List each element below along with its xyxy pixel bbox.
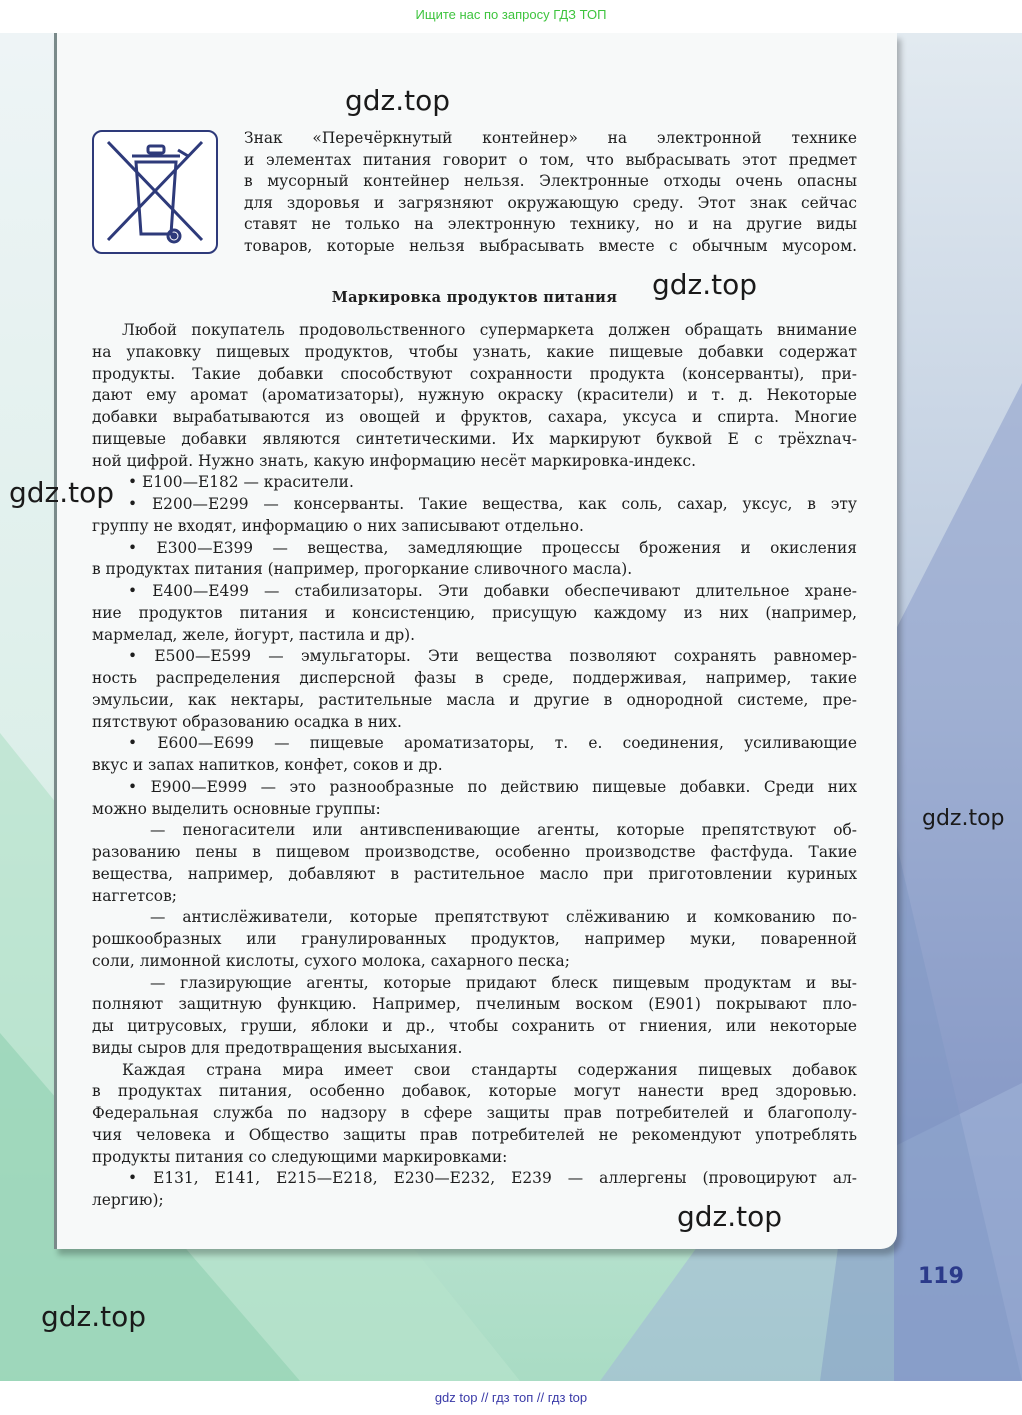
- watermark: gdz.top: [9, 476, 115, 509]
- list-item: • E131, E141, E215—E218, E230—E232, E239 — аллергены (провоцируют ал-: [128, 1169, 857, 1188]
- body-line: можно выделить основные группы:: [92, 799, 381, 818]
- body-line: чия человека и Общество защиты прав потребителей не рекомендуют употреблять: [92, 1125, 857, 1144]
- body-line: дают ему аромат (ароматизаторы), нужную окраску (красители) и т. д. Некоторые: [92, 386, 857, 405]
- intro-line: для здоровья и загрязняют окружающую среду. Этот знак сейчас: [244, 193, 857, 212]
- body-line: ной цифрой. Нужно знать, какую информацию несёт маркировка-индекс.: [92, 451, 697, 470]
- body-line: рошкообразных или гранулированных продуктов, например муки, поваренной: [92, 930, 857, 948]
- body-line: в продуктах питания, особенно добавок, которые могут нанести вред здоровью.: [92, 1082, 857, 1101]
- body-line: эмульсии, как нектары, растительные масла и другие в однородной системе, пре-: [92, 690, 857, 709]
- body-text: [92, 320, 857, 1212]
- body-line: лергию);: [92, 1191, 164, 1209]
- body-line: мармелад, желе, йогурт, пастила и др).: [92, 625, 416, 644]
- watermark: gdz.top: [652, 268, 758, 301]
- body-line: разованию пены в пищевом производстве, особенно производстве фастфуда. Такие: [92, 843, 857, 861]
- crossed-out-bin-icon: [94, 132, 216, 252]
- watermark: gdz.top: [345, 84, 451, 117]
- body-line: ды цитрусовых, груши, яблоки и др., чтобы сохранить от гниения, или некоторые: [92, 1017, 857, 1035]
- body-line: группу не входят, информацию о них записывают отдельно.: [92, 516, 584, 535]
- list-item: • E600—E699 — пищевые ароматизаторы, т. е. соединения, усиливающие: [128, 734, 857, 753]
- sub-item: — глазирующие агенты, которые придают блеск пищевым продуктам и вы-: [150, 973, 857, 992]
- watermark: gdz.top: [922, 806, 1005, 831]
- body-line: в продуктах питания (например, прогоркание сливочного масла).: [92, 560, 633, 579]
- body-line: пятствуют образованию осадка в них.: [92, 712, 402, 731]
- list-item: • E100—E182 — красители.: [128, 473, 354, 492]
- list-item: • E400—E499 — стабилизаторы. Эти добавки обеспечивают длительное хране-: [128, 582, 857, 600]
- body-line: полняют защитную функцию. Например, пчелиным воском (E901) покрывают пло-: [92, 995, 857, 1014]
- list-item: • E300—E399 — вещества, замедляющие процессы брожения и окисления: [128, 538, 857, 557]
- intro-line: в мусорный контейнер нельзя. Электронные отходы очень опасны: [244, 172, 857, 191]
- list-item: • E200—E299 — консерванты. Такие вещества, как соль, сахар, уксус, в эту: [128, 495, 857, 513]
- watermark: gdz.top: [41, 1300, 147, 1333]
- body-line: Федеральная служба по надзору в сфере защиты прав потребителей и благополу-: [92, 1104, 857, 1122]
- body-line: вкус и запах напитков, конфет, соков и др.: [92, 756, 443, 774]
- top-banner[interactable]: Ищите нас по запросу ГДЗ ТОП: [415, 7, 607, 22]
- sub-item: — антислёживатели, которые препятствуют слёживанию и комкованию по-: [150, 908, 857, 927]
- body-line: вещества, например, добавляют в растительное масло при приготовлении куриных: [92, 864, 857, 883]
- list-item: • E900—E999 — это разнообразные по действию пищевые добавки. Среди них: [128, 777, 857, 796]
- sub-item: — пеногасители или антивспенивающие агенты, которые препятствуют об-: [150, 821, 857, 840]
- body-line: на упаковку пищевых продуктов, чтобы узнать, какие пищевые добавки содержат: [92, 342, 857, 361]
- list-item: • E500—E599 — эмульгаторы. Эти вещества позволяют сохранять равномер-: [128, 647, 857, 666]
- body-line: наггетсов;: [92, 886, 177, 905]
- watermark: gdz.top: [677, 1200, 783, 1233]
- intro-line: ставят не только на электронную технику, но и на другие виды: [244, 215, 857, 234]
- body-line: продукты питания со следующими маркировками:: [92, 1147, 508, 1166]
- intro-line: Знак «Перечёркнутый контейнер» на электронной технике: [244, 129, 857, 147]
- page-number: 119: [918, 1264, 964, 1289]
- intro-line: и элементах питания говорит о том, что выбрасывать этот предмет: [244, 150, 857, 169]
- intro-paragraph: [244, 128, 857, 258]
- body-line: Каждая страна мира имеет свои стандарты содержания пищевых добавок: [122, 1060, 857, 1079]
- body-line: ность распределения дисперсной фазы в среде, поддерживая, например, такие: [92, 669, 857, 687]
- body-line: добавки вырабатываются из овощей и фруктов, сахара, уксуса и спирта. Многие: [92, 408, 857, 426]
- body-line: соли, лимонной кислоты, сухого молока, сахарного песка;: [92, 951, 570, 970]
- body-line: ние продуктов питания и консистенцию, присущую каждому из них (например,: [92, 603, 857, 622]
- icon-frame: [92, 130, 218, 254]
- bottom-bar[interactable]: gdz top // гдз топ // гдз top: [0, 1381, 1022, 1415]
- body-line: пищевые добавки являются синтетическими. Их маркируют буквой Е с трёхznач-: [92, 429, 857, 448]
- section-title: Маркировка продуктов питания: [331, 289, 618, 306]
- body-line: продукты. Такие добавки способствуют сохранности продукта (консерванты), при-: [92, 364, 857, 383]
- intro-line: товаров, которые нельзя выбрасывать вместе с обычным мусором.: [244, 236, 857, 255]
- body-line: виды сыров для предотвращения высыхания.: [92, 1038, 463, 1057]
- body-line: Любой покупатель продовольственного супермаркета должен обращать внимание: [122, 321, 857, 339]
